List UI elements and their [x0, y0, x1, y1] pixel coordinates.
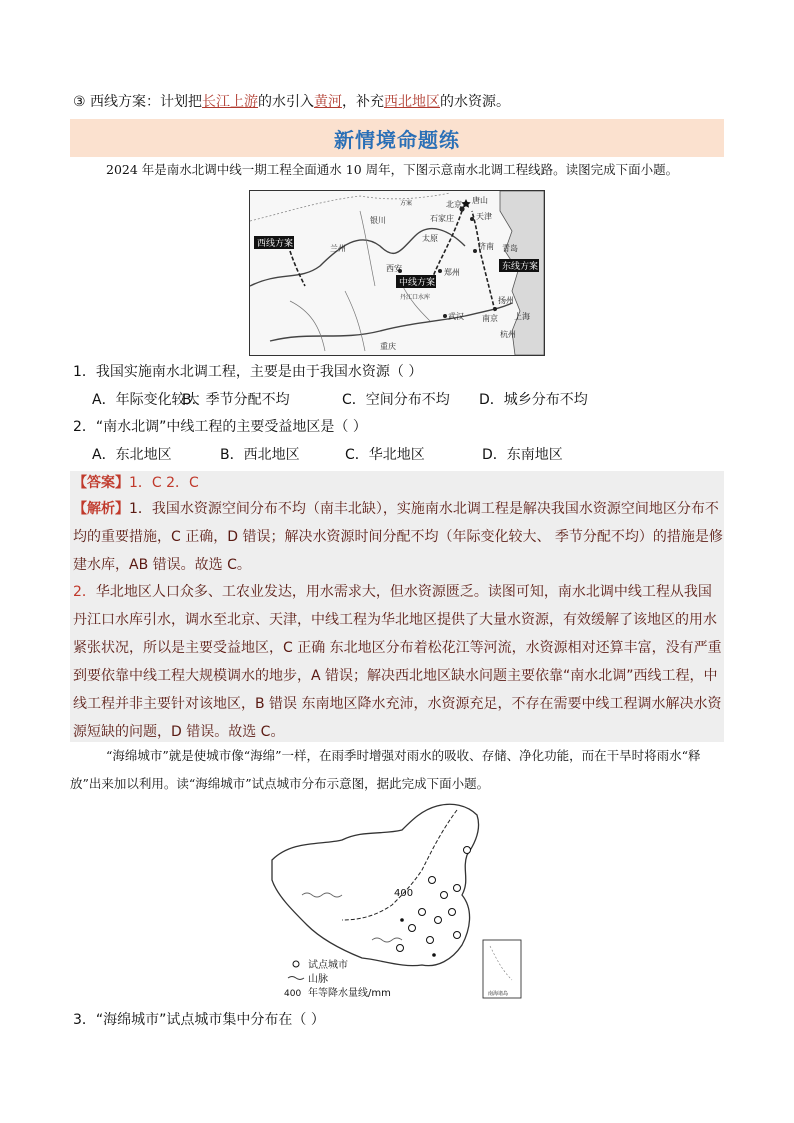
banner-title: 新情境命题练 [334, 127, 460, 152]
legend-mountain-label: 山脉 [308, 974, 328, 985]
wuhan-marker [443, 314, 447, 318]
isohyet-400-label: 400 [394, 888, 414, 899]
yangtze-river [270, 303, 512, 341]
label-hangzhou: 杭州 [500, 330, 516, 339]
boundary-line [250, 193, 450, 221]
water-diversion-map [249, 190, 545, 356]
intro-text-2 [70, 742, 724, 798]
inset-label: 南海诸岛 [488, 991, 509, 997]
answer-tag: 【答案】 [73, 475, 129, 491]
analysis-p2: 华北地区人口众多、工农业发达，用水需求大，但水资源匮乏。读图可知，南水北调中线工程从我国丹江口水库引水，调水至北京、天津，中线工程为华北地区提供了大量水资源，有效缓解了该地区的用水紧张状况，所以是主要受益地区，C 正确 东北地区分布着松花江等河流，水资源相对还算丰富，没有严重到要依靠中线工程大规模调水的地步，A 错误；解决西北地区缺水问题主要依靠“南水北调”西线工程，中线工程并非主要针对该地区，B 错误 东南地区降水充沛，水资源充足，不存在需要中线工程调水解决水资源短缺的问题，D 错误。故选 C。 [73, 584, 722, 740]
label-beijing: 北京 [446, 200, 462, 209]
legend-isohyet-value: 400 [284, 989, 302, 999]
pilot-city-marker [397, 945, 404, 952]
west-route-prefix: ③ 西线方案：计划把 [73, 94, 203, 110]
label-danjiangkou: 丹江口水库 [400, 294, 431, 301]
q1-option-d[interactable]: D．城乡分布不均 [479, 392, 588, 408]
label-chongqing: 重庆 [380, 342, 396, 351]
south-sea-inset [483, 940, 521, 998]
analysis-p1: 1．我国水资源空间分布不均（南丰北缺），实施南水北调工程是解决我国水资源空间地区分布不均的重要措施，C 正确，D 错误；解决水资源时间分配不均（年际变化较大、 季节分配不均）的措施是修建水库，AB 错误。故选 C。 [73, 501, 723, 573]
river-branch [345, 291, 365, 351]
link-yellow-river: 黄河 [314, 94, 343, 110]
answer-text: 1．C 2．C [129, 475, 199, 491]
river-branch [290, 301, 325, 351]
west-route-line [73, 92, 510, 112]
pilot-city-dot [400, 918, 404, 922]
link-northwest: 西北地区 [384, 94, 441, 110]
label-taiyuan: 太原 [422, 234, 438, 243]
label-qingdao: 青岛 [502, 244, 518, 253]
label-yinchuan: 银川 [370, 216, 386, 225]
west-route-mid2: ，补充 [342, 94, 385, 110]
label-lanzhou: 兰州 [330, 244, 346, 253]
q1-option-c[interactable]: C．空间分布不均 [342, 392, 450, 408]
question-1: 1．我国实施南水北调工程，主要是由于我国水资源（ ） [73, 364, 423, 380]
pilot-city-marker [409, 925, 416, 932]
west-route-label: 西线方案 [257, 239, 294, 249]
middle-route-label: 中线方案 [399, 278, 436, 288]
analysis-paragraph-1 [73, 495, 723, 579]
answer-line [73, 473, 199, 493]
q1-option-b[interactable]: B．季节分配不均 [182, 392, 290, 408]
q2-option-b[interactable]: B．西北地区 [220, 447, 300, 463]
zhengzhou-marker [438, 269, 442, 273]
pilot-city-marker [454, 885, 461, 892]
q2-option-c[interactable]: C．华北地区 [345, 447, 425, 463]
label-nanjing: 南京 [482, 314, 498, 323]
east-route-label: 东线方案 [502, 262, 539, 272]
pilot-city-marker [464, 847, 471, 854]
question-1-options [92, 390, 588, 410]
pilot-city-marker [435, 917, 442, 924]
legend-city-label: 试点城市 [308, 960, 348, 971]
pilot-city-marker [454, 932, 461, 939]
label-jinan: 济南 [478, 242, 494, 251]
label-yangzhou: 扬州 [498, 296, 514, 305]
analysis-tag: 【解析】 [73, 501, 129, 517]
yangzhou-marker [493, 307, 497, 311]
label-shanghai: 上海 [514, 312, 530, 321]
label-wuhan: 武汉 [448, 312, 464, 321]
west-route-line-svg [290, 251, 305, 286]
label-tangshan: 唐山 [472, 196, 488, 205]
label-xian: 西安 [386, 264, 402, 273]
analysis-p2-num: 2． [73, 584, 96, 600]
pilot-city-dot [432, 953, 436, 957]
legend-city-symbol [293, 961, 299, 967]
question-3: 3．“海绵城市”试点城市集中分布在（ ） [73, 1012, 325, 1028]
legend-mountain-symbol [288, 977, 304, 980]
label-tianjin: 天津 [476, 212, 492, 221]
water-diversion-map-svg [250, 191, 544, 355]
pilot-city-marker [427, 937, 434, 944]
q2-option-d[interactable]: D．东南地区 [482, 447, 563, 463]
pilot-city-marker [419, 909, 426, 916]
tianjin-marker [470, 217, 474, 221]
capital-star-icon [461, 199, 470, 208]
label-zhengzhou: 郑州 [444, 268, 460, 277]
label-shijiazhuang: 石家庄 [430, 214, 454, 223]
pilot-city-marker [441, 892, 448, 899]
label-fang: 方案 [400, 200, 413, 207]
west-route-suffix: 的水资源。 [440, 94, 511, 110]
link-yangtze-upper: 长江上游 [202, 94, 259, 110]
legend-isohyet-label: 年等降水量线/mm [308, 988, 391, 999]
sponge-city-map [262, 800, 532, 1000]
china-outline [272, 804, 479, 965]
jinan-marker [473, 249, 477, 253]
intro-text-2-content: “海绵城市”就是使城市像“海绵”一样，在雨季时增强对雨水的吸收、存储、净化功能，而在干旱时将雨水“释放”出来加以利用。读“海绵城市”试点城市分布示意图，据此完成下面小题。 [70, 748, 701, 791]
section-banner [70, 119, 724, 157]
pilot-city-marker [429, 877, 436, 884]
analysis-paragraph-2 [73, 578, 723, 746]
q1-option-a[interactable]: A．年际变化较大 [92, 392, 200, 408]
intro-text-1: 2024 年是南水北调中线一期工程全面通水 10 周年，下图示意南水北调工程线路。读图完成下面小题。 [106, 162, 679, 177]
question-2: 2．“南水北调”中线工程的主要受益地区是（ ） [73, 419, 367, 435]
q2-option-a[interactable]: A．东北地区 [92, 447, 172, 463]
west-route-mid1: 的水引入 [258, 94, 315, 110]
pilot-city-marker [449, 909, 456, 916]
sponge-city-map-svg [262, 800, 532, 1000]
question-2-options [92, 445, 563, 465]
east-route-line [472, 211, 495, 311]
